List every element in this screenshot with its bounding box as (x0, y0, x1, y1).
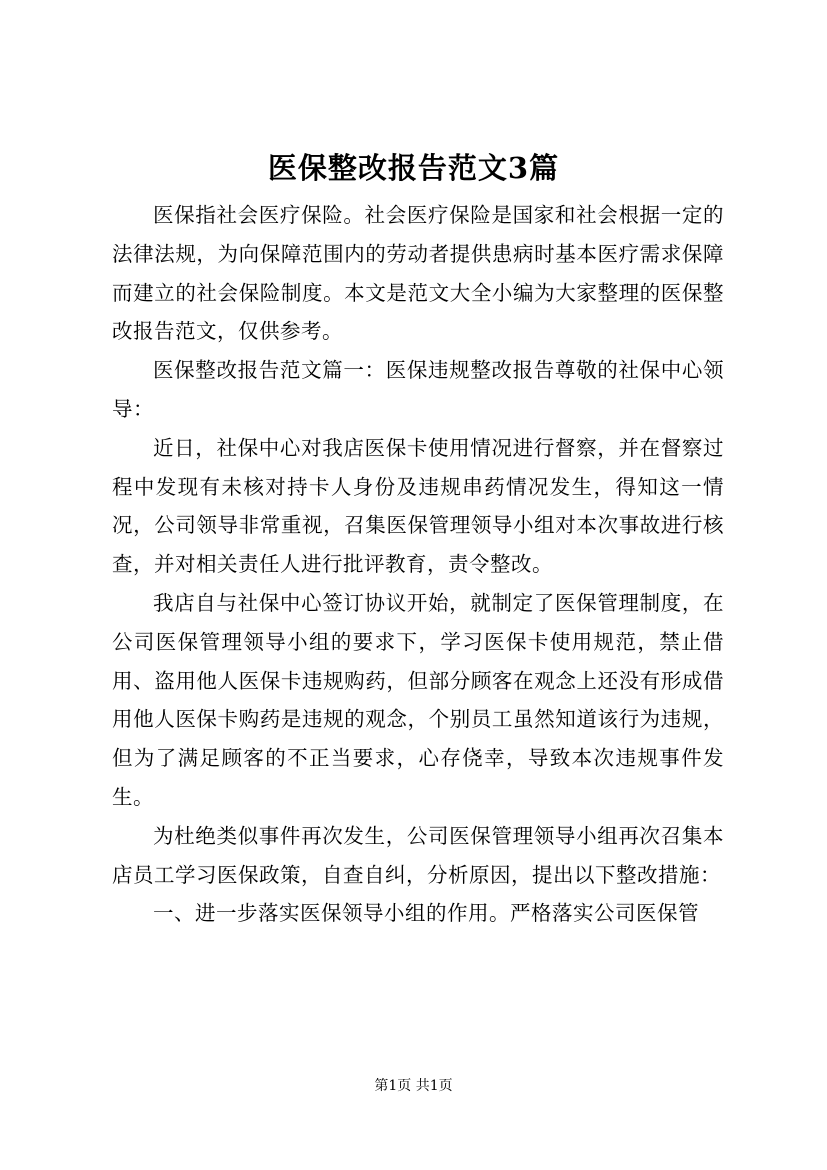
document-title: 医保整改报告范文3篇 (267, 151, 560, 185)
paragraph-measures-intro: 为杜绝类似事件再次发生，公司医保管理领导小组再次召集本店员工学习医保政策，自查自纠，分析原因，提出以下整改措施： (112, 823, 724, 887)
paragraph-heading-one: 医保整改报告范文篇一：医保违规整改报告尊敬的社保中心领导： (112, 358, 724, 421)
document-body (112, 196, 724, 933)
paragraph-store-policy: 我店自与社保中心签订协议开始，就制定了医保管理制度，在公司医保管理领导小组的要求下，学习医保卡使用规范，禁止借用、盗用他人医保卡违规购药，但部分顾客在观念上还没有形成借用他人医保卡购药是违规的观念，个别员工虽然知道该行为违规，但为了满足顾客的不正当要求，心存侥幸，导致本次违规事件发生。 (112, 590, 724, 809)
paragraph-measure-one: 一、进一步落实医保领导小组的作用。严格落实公司医保管 (153, 901, 699, 926)
paragraph-inspection: 近日，社保中心对我店医保卡使用情况进行督察，并在督察过程中发现有未核对持卡人身份及违规串药情况发生，得知这一情况，公司领导非常重视，召集医保管理领导小组对本次事故进行核查，并对相关责任人进行批评教育，责令整改。 (112, 435, 724, 577)
page-footer: 第1页 共1页 (374, 1078, 453, 1094)
paragraph-intro: 医保指社会医疗保险。社会医疗保险是国家和社会根据一定的法律法规，为向保障范围内的劳动者提供患病时基本医疗需求保障而建立的社会保险制度。本文是范文大全小编为大家整理的医保整改报告范文，仅供参考。 (112, 203, 724, 344)
